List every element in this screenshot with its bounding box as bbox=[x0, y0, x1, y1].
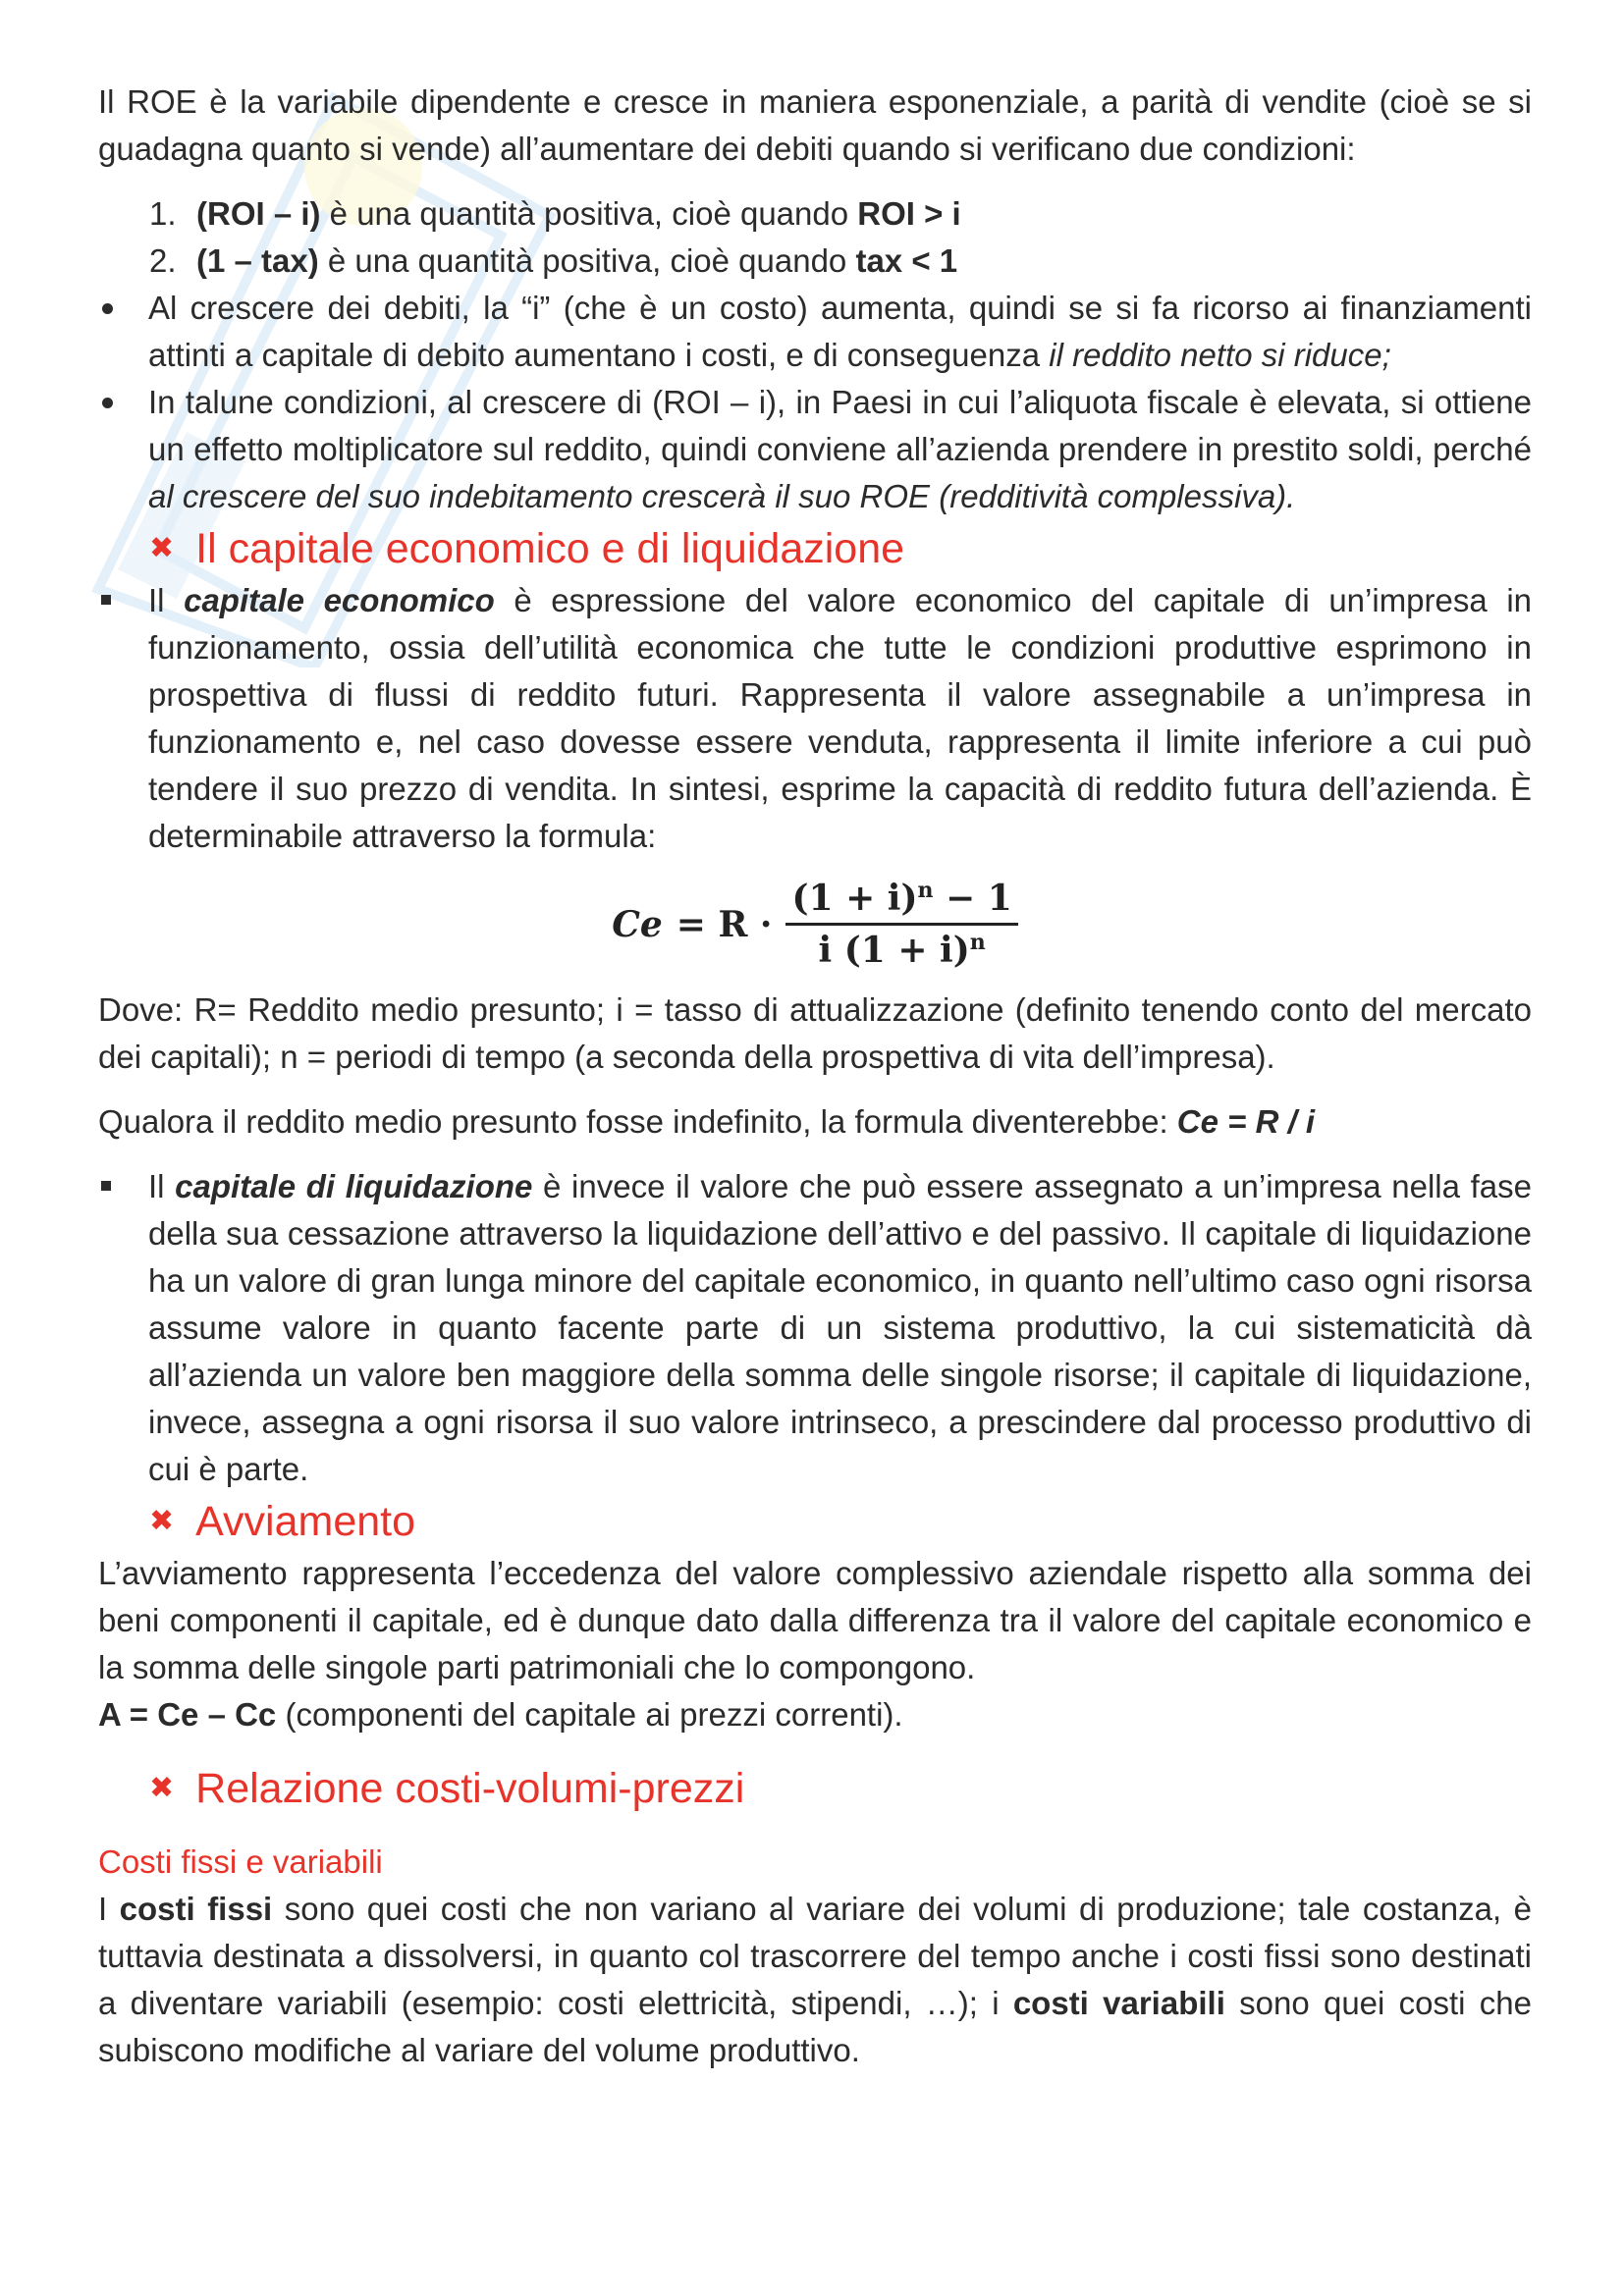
formula-lhs: Ce bbox=[612, 903, 663, 945]
numerator-tail: − 1 bbox=[933, 878, 1012, 919]
formula-equals: = R · bbox=[676, 903, 773, 945]
intro-paragraph: Il ROE è la variabile dipendente e cresce in maniera esponenziale, a parità di vendite (cioè se si guadagna quanto si vende) all’aumentare dei debiti quando si verificano due condizioni: bbox=[98, 83, 1532, 167]
bullet-item-2 bbox=[98, 379, 1532, 520]
section-heading-relazione bbox=[98, 1760, 1532, 1817]
item-term: capitale di liquidazione bbox=[175, 1168, 533, 1204]
document-page bbox=[98, 79, 1532, 2074]
condition-item-1 bbox=[98, 190, 1532, 238]
denominator-base: i (1 + i) bbox=[818, 930, 970, 971]
bullet-dot-icon bbox=[102, 303, 113, 314]
bullet-text: In talune condizioni, al crescere di (ROI – i), in Paesi in cui l’aliquota fiscale è elevata, si ottiene un effetto moltiplicatore sul reddito, quindi conviene all’azienda prendere in prestito soldi, perché bbox=[148, 384, 1532, 467]
item-text: è invece il valore che può essere assegnato a un’impresa nella fase della sua cessazione attraverso la liquidazione dell’attivo e del passivo. Il capitale di liquidazione ha un valore di gran lunga minore del capitale economico, in quanto nell’ultimo caso ogni risorsa assume valore in quanto facente parte di un sistema produttivo, la cui sistematicità dà all’azienda un valore ben maggiore della somma delle singole risorse; il capitale di liquidazione, invece, assegna a ogni risorsa il suo valore intrinseco, a prescindere dal processo produttivo di cui è parte. bbox=[148, 1168, 1533, 1487]
capital-formula bbox=[98, 874, 1532, 975]
numerator-base: (1 + i) bbox=[791, 878, 918, 919]
subsection-title: Costi fissi e variabili bbox=[98, 1843, 383, 1880]
condition-value: ROI > i bbox=[857, 195, 961, 232]
bullet-text: Al crescere dei debiti, la “i” (che è un costo) aumenta, quindi se si fa ricorso ai finanziamenti attinti a capitale di debito aumentano i costi, e di conseguenza bbox=[148, 290, 1532, 373]
condition-term: (ROI – i) bbox=[196, 195, 321, 232]
para-middle: sono quei costi che non variano al variare dei volumi di produzione; tale costanza, è tuttavia destinata a dissolversi, in quanto col trascorrere del tempo anche i costi fissi sono destinati a diventare variabili (esempio: costi elettricità, stipendi, …); i bbox=[98, 1891, 1532, 2021]
para-prefix: I bbox=[98, 1891, 120, 1927]
bullet-dot-icon bbox=[102, 398, 113, 408]
note-text: Qualora il reddito medio presunto fosse indefinito, la formula diventerebbe: bbox=[98, 1103, 1177, 1140]
condition-item-2 bbox=[98, 238, 1532, 285]
formula-fraction bbox=[785, 874, 1017, 975]
item-term: capitale economico bbox=[184, 582, 495, 618]
item-text: è espressione del valore economico del capitale di un’impresa in funzionamento, ossia dell’utilità economica che tutte le condizioni produttive esprimono in prospettiva di flussi di reddito futuri. Rappresenta il valore assegnabile a un’impresa in funzionamento e, nel caso dovesse essere venduta, rappresenta il limite inferiore a cui può tendere il suo prezzo di vendita. In sintesi, esprime la capacità di reddito futura dell’azienda. È determinabile attraverso la formula: bbox=[148, 582, 1532, 854]
term-costi-fissi: costi fissi bbox=[119, 1891, 273, 1927]
costi-paragraph bbox=[98, 1886, 1532, 2074]
formula-legend: Dove: R= Reddito medio presunto; i = tasso di attualizzazione (definito tenendo conto del mercato dei capitali); n = periodi di tempo (a seconda della prospettiva di vita dell’impresa). bbox=[98, 991, 1532, 1075]
x-mark-icon: ✖ bbox=[149, 1772, 175, 1804]
formula-denominator bbox=[813, 926, 992, 975]
condition-value: tax < 1 bbox=[855, 242, 958, 279]
condition-term: (1 – tax) bbox=[196, 242, 319, 279]
bullet-italic-text: il reddito netto si riduce; bbox=[1049, 337, 1391, 373]
section-title: Il capitale economico e di liquidazione bbox=[195, 525, 905, 572]
denominator-exponent: n bbox=[969, 930, 986, 955]
bullet-item-1 bbox=[98, 285, 1532, 379]
bullet-italic-text: al crescere del suo indebitamento crescerà il suo ROE (redditività complessiva). bbox=[148, 478, 1296, 514]
x-mark-icon: ✖ bbox=[149, 532, 175, 564]
avviamento-formula-note: (componenti del capitale ai prezzi correnti). bbox=[276, 1696, 903, 1733]
section-heading-capitale bbox=[98, 520, 1532, 577]
square-bullet-icon bbox=[101, 595, 111, 605]
item-prefix: Il bbox=[148, 1168, 176, 1204]
condition-text: è una quantità positiva, cioè quando bbox=[318, 242, 856, 279]
item-prefix: Il bbox=[148, 582, 185, 618]
condition-text: è una quantità positiva, cioè quando bbox=[320, 195, 858, 232]
section-heading-avviamento bbox=[98, 1493, 1532, 1550]
numerator-exponent: n bbox=[917, 878, 934, 903]
section-title: Relazione costi-volumi-prezzi bbox=[195, 1765, 745, 1812]
para-suffix: sono quei costi che subiscono modifiche al variare del volume produttivo. bbox=[98, 1985, 1532, 2068]
avviamento-formula: A = Ce – Cc bbox=[98, 1696, 277, 1733]
list-item-capitale-economico bbox=[98, 577, 1532, 860]
avviamento-paragraph: L’avviamento rappresenta l’eccedenza del valore complessivo aziendale rispetto alla somma dei beni componenti il capitale, ed è dunque dato dalla differenza tra il valore del capitale economico e la somma delle singole parti patrimoniali che lo compongono. bbox=[98, 1555, 1532, 1685]
formula-indefinite-note bbox=[98, 1098, 1532, 1146]
condition-number: 2. bbox=[149, 242, 177, 279]
avviamento-formula-line bbox=[98, 1691, 1532, 1738]
formula-numerator bbox=[785, 874, 1017, 923]
term-costi-variabili: costi variabili bbox=[1012, 1985, 1225, 2021]
x-mark-icon: ✖ bbox=[149, 1505, 175, 1537]
note-formula: Ce = R / i bbox=[1176, 1103, 1316, 1140]
square-bullet-icon bbox=[101, 1181, 111, 1191]
condition-number: 1. bbox=[149, 195, 177, 232]
list-item-capitale-liquidazione bbox=[98, 1163, 1532, 1493]
section-title: Avviamento bbox=[195, 1498, 416, 1545]
